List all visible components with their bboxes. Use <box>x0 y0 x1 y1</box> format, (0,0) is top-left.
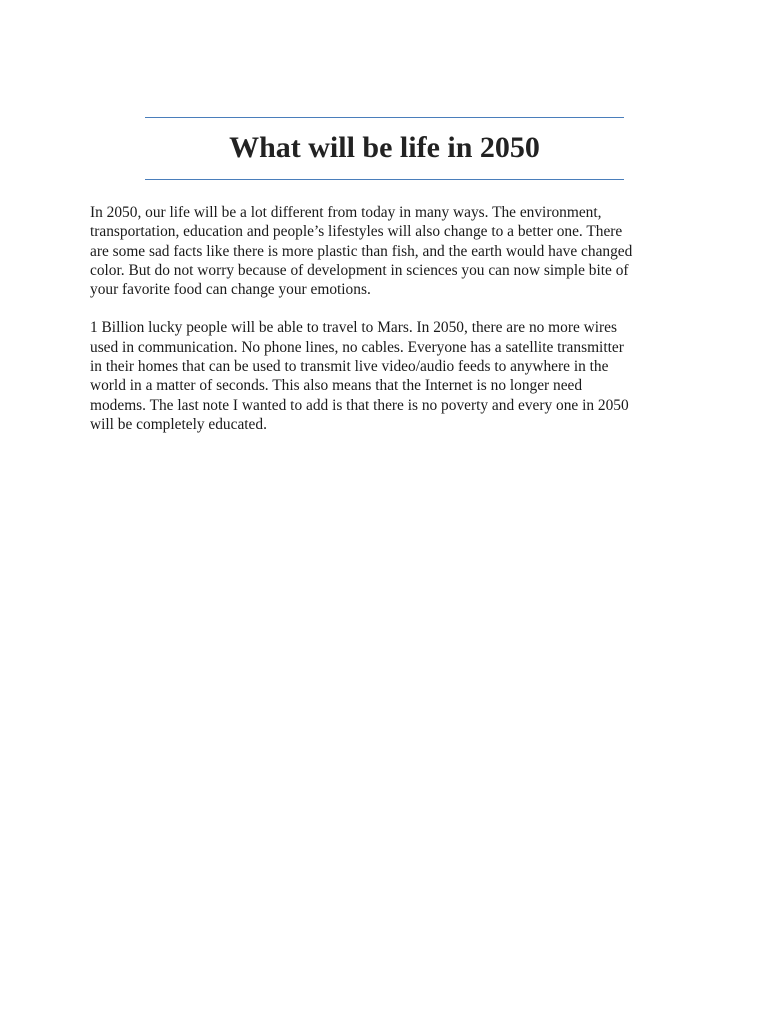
document-body <box>90 203 638 453</box>
paragraph-1: In 2050, our life will be a lot different from today in many ways. The environment, transportation, education and people’s lifestyles will also change to a better one. There are some sad facts like there is more plastic than fish, and the earth would have changed color. But do not worry because of development in sciences you can now simple bite of your favorite food can change your emotions. <box>90 204 633 299</box>
title-top-rule <box>145 117 624 118</box>
paragraph-2: 1 Billion lucky people will be able to travel to Mars. In 2050, there are no more wires used in communication. No phone lines, no cables. Everyone has a satellite transmitter in their homes that can be used to transmit live video/audio feeds to anywhere in the world in a matter of seconds. This also means that the Internet is no longer need modems. The last note I wanted to add is that there is no poverty and every one in 2050 will be completely educated. <box>90 319 629 433</box>
document-title: What will be life in 2050 <box>229 131 540 164</box>
title-bottom-rule <box>145 179 624 180</box>
